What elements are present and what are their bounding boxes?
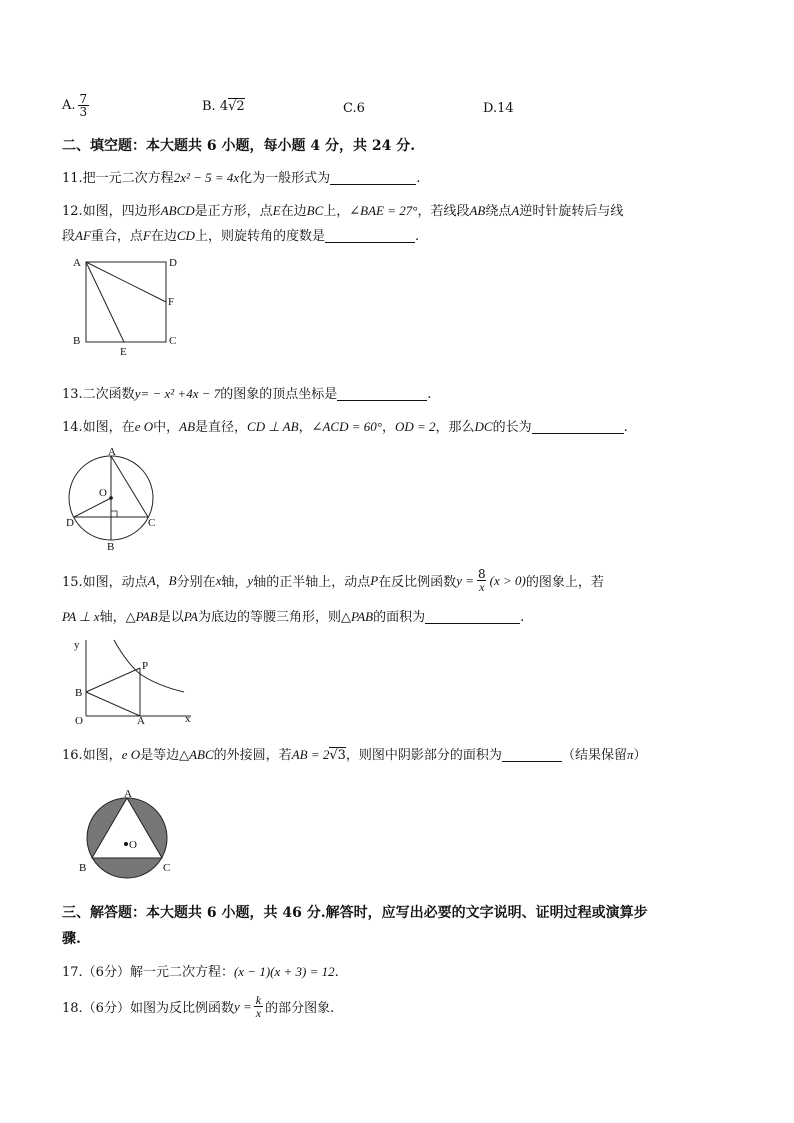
label-d: D <box>169 257 177 269</box>
label-o: O <box>129 839 137 851</box>
question-13: 13.二次函数y= − x² +4x − 7的图象的顶点坐标是 . <box>62 386 432 402</box>
label-p: P <box>142 660 149 672</box>
question-15-line2: PA ⊥ x轴，△PAB是以PA为底边的等腰三角形，则△PAB的面积为 . <box>62 609 525 625</box>
option-a: A. $\frac{7}{3}$ <box>62 92 88 119</box>
label-a: A <box>124 788 132 800</box>
answer-blank <box>532 419 624 434</box>
inverse-function-figure <box>66 634 196 726</box>
answer-blank <box>425 609 520 624</box>
label-b: B <box>79 862 87 874</box>
answer-blank <box>337 386 427 401</box>
circle-figure <box>62 444 162 554</box>
label-c: C <box>148 517 156 529</box>
label-o: O <box>99 487 107 499</box>
label-x: x <box>185 713 191 725</box>
question-11: 11.把一元二次方程2x² − 5 = 4x化为一般形式为 . <box>62 170 421 186</box>
question-12-line2: 段AF重合，点F在边CD上，则旋转角的度数是 . <box>62 228 420 244</box>
question-15-line1: 15.如图，动点 A ， B 分别在 x 轴， y 轴的正半轴上，动点 P 在反比例函数 y = $\frac{8}{x}$ (x > 0) 的图象上，若 <box>62 567 604 594</box>
option-d: D.14 <box>483 101 514 116</box>
shaded-circle-figure <box>74 786 184 882</box>
label-b: B <box>73 335 81 347</box>
label-a: A <box>73 257 81 269</box>
question-12-line1: 12.如图，四边形ABCD是正方形，点E在边BC上，∠BAE = 27°，若线段AB绕点A逆时针旋转后与线 <box>62 203 624 219</box>
section-heading-solutions-cont: 骤. <box>62 931 81 947</box>
answer-blank <box>330 170 416 185</box>
option-b: B. 4√2 <box>202 99 245 114</box>
label-o: O <box>75 715 83 726</box>
answer-blank <box>325 228 415 243</box>
option-c: C.6 <box>343 101 365 116</box>
label-c: C <box>163 862 171 874</box>
question-14: 14.如图，在e O中，AB是直径，CD ⊥ AB，∠ACD = 60°，OD = 2，那么DC的长为 . <box>62 419 628 435</box>
section-heading-solutions: 三、解答题：本大题共 6 小题，共 46 分.解答时，应写出必要的文字说明、证明过程或演算步 <box>62 905 648 921</box>
label-c: C <box>169 335 177 347</box>
label-a: A <box>108 446 116 458</box>
question-16: 16.如图，e O是等边△ABC的外接圆，若AB = 2√3，则图中阴影部分的面积为 （结果保留π） <box>62 747 647 763</box>
question-18: 18.（6分）如图为反比例函数 y = $\frac{k}{x}$ 的部分图象. <box>62 993 335 1020</box>
label-b: B <box>75 687 83 699</box>
section-heading-fill-in: 二、填空题：本大题共 6 小题，每小题 4 分，共 24 分. <box>62 138 416 154</box>
label-a: A <box>137 715 145 726</box>
label-d: D <box>66 517 74 529</box>
label-e: E <box>120 346 127 357</box>
label-b: B <box>107 541 115 553</box>
label-y: y <box>74 639 80 651</box>
answer-blank <box>502 747 562 762</box>
label-f: F <box>168 296 175 308</box>
question-17: 17.（6分）解一元二次方程：(x − 1)(x + 3) = 12. <box>62 964 339 980</box>
square-figure <box>70 252 185 357</box>
